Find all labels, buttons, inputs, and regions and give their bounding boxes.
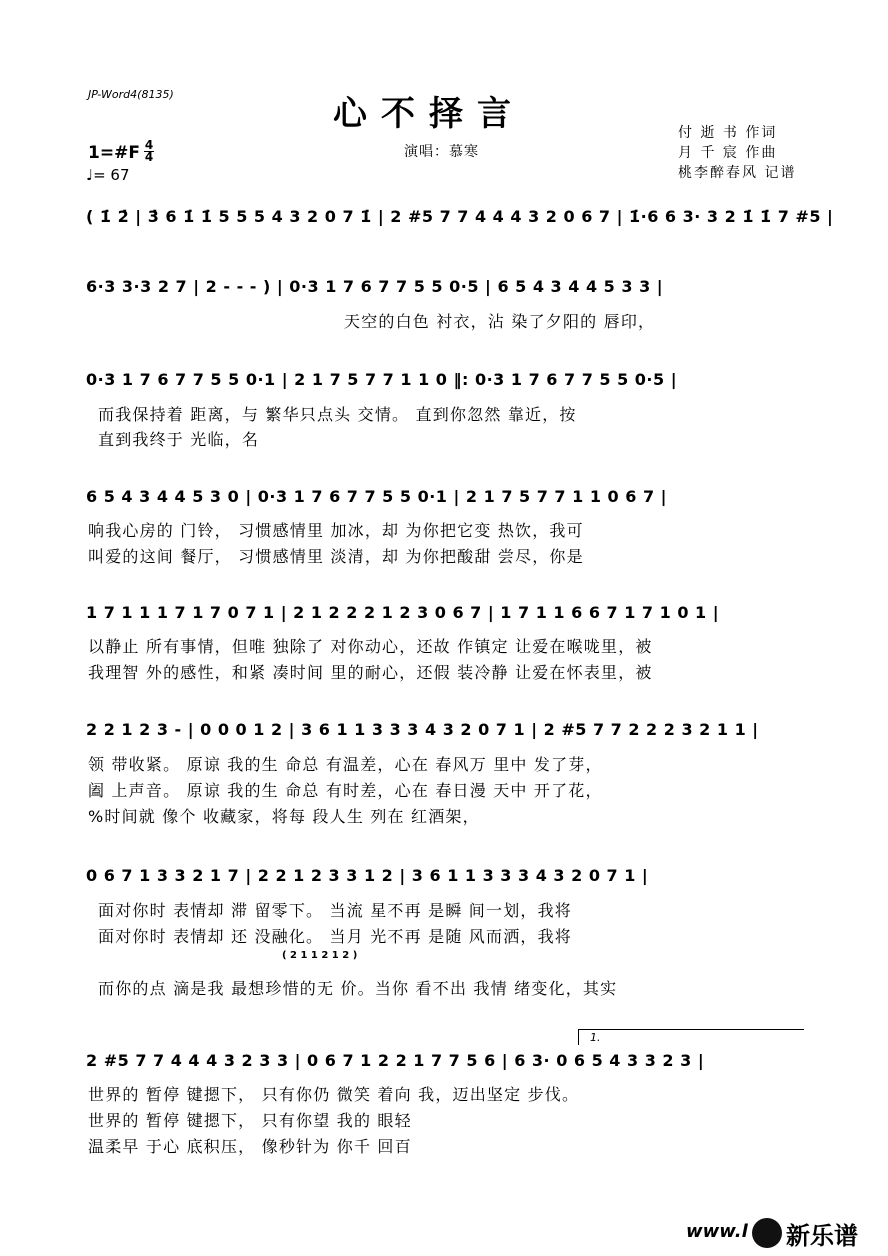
notation-row-2: 6·3 3·3 2 7 | 2 - - - ) | 0·3 1 7 6 7 7 5 5 0·5 | 6 5 4 3 4 4 5 3 3 | xyxy=(86,277,664,296)
song-title: 心不择言 xyxy=(333,94,525,134)
lyric-row-6-verse-1: 领 带收紧。 原谅 我的生 命总 有温差，心在 春风万 里中 发了芽， xyxy=(88,755,603,774)
tuplet-group: ( 2 1 1 2 1 2 ) xyxy=(282,950,358,961)
lyric-row-8-verse-1: 世界的 暂停 键摁下， 只有你仍 微笑 着向 我，迈出坚定 步伐。 xyxy=(88,1085,580,1104)
transcriber-credit: 桃李醉春风 记谱 xyxy=(678,165,797,181)
singer-label: 演唱：慕寒 xyxy=(404,144,479,160)
lyric-row-4-verse-2: 叫爱的这间 餐厅， 习惯感情里 淡清，却 为你把酸甜 尝尽，你是 xyxy=(88,547,584,566)
notation-row-1: ( 1̇ 2̇ | 3̇ 6 1̇ 1̇ 5 5 5 4 3 2 0 7 1̇ | 2 #5 7 7 4 4 4 3 2 0 6 7 | 1̇·6 6 3· 3 2 1̇ 1̇ 7 #5 | xyxy=(86,207,834,226)
lyric-row-7-verse-3: 而你的点 滴是我 最想珍惜的无 价。当你 看不出 我情 绪变化，其实 xyxy=(98,979,618,998)
key-signature: 1=#F xyxy=(88,143,140,163)
lyric-row-6-verse-3: %时间就 像个 收藏家，将每 段人生 列在 红酒架， xyxy=(88,807,480,826)
lyric-row-7-verse-1: 面对你时 表情却 滞 留零下。 当流 星不再 是瞬 间一划，我将 xyxy=(98,901,573,920)
lyric-row-3-verse-2: 直到我终于 光临，名 xyxy=(98,430,260,449)
notation-row-7: 0 6 7 1 3 3 2 1 7 | 2 2 1 2 3 3 1 2 | 3 6 1 1 3 3 3 4 3 2 0 7 1 | xyxy=(86,866,649,885)
lyric-row-7-verse-2: 面对你时 表情却 还 没融化。 当月 光不再 是随 风而洒，我将 xyxy=(98,927,573,946)
lyricist-credit: 付 逝 书 作词 xyxy=(678,125,778,141)
lyric-row-4-verse-1: 响我心房的 门铃， 习惯感情里 加冰，却 为你把它变 热饮，我可 xyxy=(88,521,584,540)
lyric-row-3-verse-1: 而我保持着 距离，与 繁华只点头 交情。 直到你忽然 靠近，按 xyxy=(98,405,577,424)
notation-row-8: 2 #5 7 7 4 4 4 3 2 3 3 | 0 6 7 1 2 2 1 7 7 5 6 | 6 3· 0 6 5 4 3 3 2 3 | xyxy=(86,1051,705,1070)
tempo-marking: ♩= 67 xyxy=(86,166,130,184)
version-label: JP-Word4(8135) xyxy=(88,88,174,101)
lyric-row-5-verse-1: 以静止 所有事情，但唯 独除了 对你动心，还故 作镇定 让爱在喉咙里，被 xyxy=(88,637,653,656)
music-disc-icon xyxy=(752,1218,782,1248)
notation-row-4: 6 5 4 3 4 4 5 3 0 | 0·3 1 7 6 7 7 5 5 0·1 | 2 1 7 5 7 7 1 1 0 6 7 | xyxy=(86,487,667,506)
notation-row-3: 0·3 1 7 6 7 7 5 5 0·1 | 2 1 7 5 7 7 1 1 0 ‖: 0·3 1 7 6 7 7 5 5 0·5 | xyxy=(86,370,678,389)
ending-bracket-tick xyxy=(578,1029,579,1045)
time-signature xyxy=(144,140,154,163)
time-sig-bottom: 4 xyxy=(144,150,154,164)
time-sig-top: 4 xyxy=(144,138,154,152)
first-ending-label: 1. xyxy=(590,1031,601,1044)
ending-bracket-line xyxy=(578,1029,804,1030)
composer-credit: 月 千 宸 作曲 xyxy=(678,145,778,161)
footer-url[interactable]: www.l xyxy=(686,1221,748,1242)
lyric-row-8-verse-2: 世界的 暂停 键摁下， 只有你望 我的 眼轻 xyxy=(88,1111,412,1130)
site-logo[interactable]: 新乐谱 xyxy=(786,1222,858,1250)
notation-row-5: 1 7 1 1 1 7 1 7 0 7 1 | 2 1 2 2 2 1 2 3 0 6 7 | 1 7 1 1 6 6 7 1 7 1 0 1 | xyxy=(86,603,720,622)
lyric-row-2-verse-1: 天空的白色 衬衣，沾 染了夕阳的 唇印， xyxy=(344,312,656,331)
lyric-row-6-verse-2: 阖 上声音。 原谅 我的生 命总 有时差，心在 春日漫 天中 开了花， xyxy=(88,781,603,800)
lyric-row-8-verse-3: 温柔早 于心 底积压， 像秒针为 你千 回百 xyxy=(88,1137,412,1156)
notation-row-6: 2 2 1 2 3 - | 0 0 0 1 2 | 3 6 1 1 3 3 3 4 3 2 0 7 1 | 2 #5 7 7 2 2 2 3 2 1 1 | xyxy=(86,720,759,739)
lyric-row-5-verse-2: 我理智 外的感性，和紧 凑时间 里的耐心，还假 装冷静 让爱在怀表里，被 xyxy=(88,663,653,682)
